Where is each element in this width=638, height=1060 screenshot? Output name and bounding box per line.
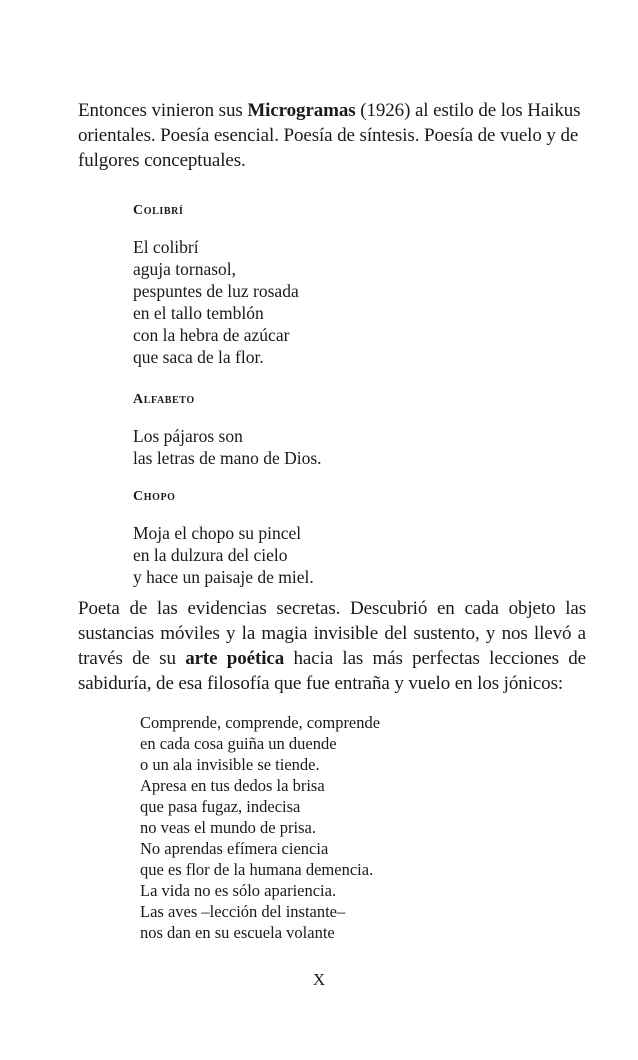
poem-title: Chopo xyxy=(133,489,176,504)
poem-colibri xyxy=(133,200,299,368)
second-paragraph xyxy=(78,596,586,696)
poem-line: pespuntes de luz rosada xyxy=(133,281,299,301)
poem-line: aguja tornasol, xyxy=(133,259,237,279)
poem-line: Los pájaros son xyxy=(133,426,243,446)
poem-line: que es flor de la humana demencia. xyxy=(140,860,374,879)
poem-title: Colibrí xyxy=(133,203,184,218)
poem-line: en la dulzura del cielo xyxy=(133,545,288,565)
poem-alfabeto xyxy=(133,389,322,469)
poem-title: Alfabeto xyxy=(133,392,195,407)
poem-line: Comprende, comprende, comprende xyxy=(140,713,381,732)
intro-text-after: (1926) al estilo de los Haikus orientales. Poesía esencial. Poesía de síntesis. Poesía de vuelo y de fulgores conceptuales. xyxy=(78,100,581,171)
second-text-after: hacia las más perfectas lecciones de sabiduría, de esa filosofía que fue entraña y vuelo en los jónicos: xyxy=(78,648,586,694)
poem-line: no veas el mundo de prisa. xyxy=(140,818,316,837)
intro-bold-title: Microgramas xyxy=(247,100,356,121)
poem-line: y hace un paisaje de miel. xyxy=(133,567,314,587)
poem-line: las letras de mano de Dios. xyxy=(133,448,322,468)
poem-line: Las aves –lección del instante– xyxy=(140,902,346,921)
poem-line: en cada cosa guiña un duende xyxy=(140,734,337,753)
poem-line: nos dan en su escuela volante xyxy=(140,923,335,942)
second-bold-term: arte poética xyxy=(185,648,285,669)
poem-line: Moja el chopo su pincel xyxy=(133,523,302,543)
second-text-before: Poeta de las evidencias secretas. Descubrió en cada objeto las sustancias móviles y la magia invisible del sustento, y nos llevó a través de su xyxy=(78,598,586,669)
poem-line: La vida no es sólo apariencia. xyxy=(140,881,337,900)
poem-line: en el tallo temblón xyxy=(133,303,264,323)
poem-line: Apresa en tus dedos la brisa xyxy=(140,776,325,795)
poem-line: con la hebra de azúcar xyxy=(133,325,290,345)
intro-paragraph xyxy=(78,98,586,173)
poem-line: que saca de la flor. xyxy=(133,347,264,367)
poem-line: o un ala invisible se tiende. xyxy=(140,755,320,774)
page-number: X xyxy=(312,970,326,989)
poem-line: que pasa fugaz, indecisa xyxy=(140,797,301,816)
second-paragraph-text xyxy=(78,596,586,696)
poem-chopo xyxy=(133,486,314,588)
long-poem xyxy=(140,712,380,943)
poem-line: No aprendas efímera ciencia xyxy=(140,839,329,858)
poem-line: El colibrí xyxy=(133,237,199,257)
intro-text-before: Entonces vinieron sus xyxy=(78,100,248,121)
